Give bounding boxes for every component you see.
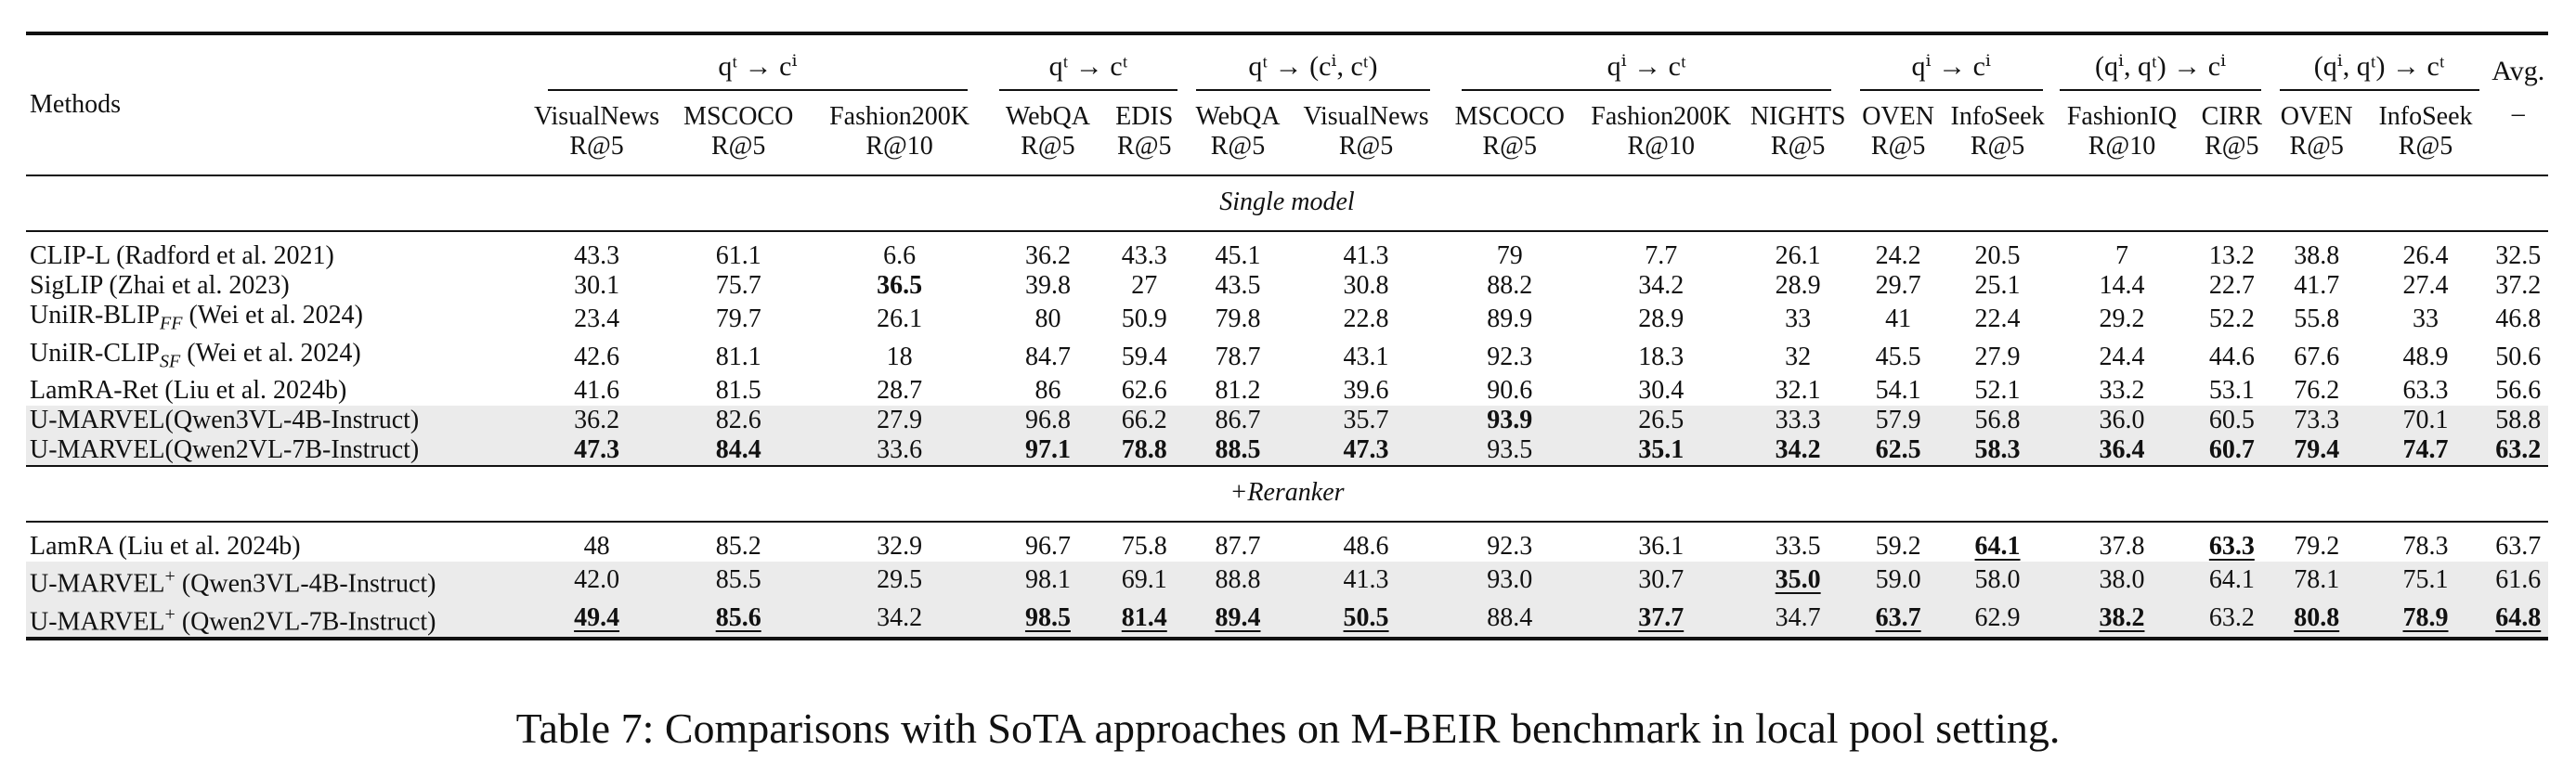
score-value: 30.1 <box>574 271 620 300</box>
dataset-name: WebQA <box>1005 102 1090 131</box>
method-cell <box>26 532 524 562</box>
header-task-group <box>1185 33 1441 95</box>
score-value: 33.5 <box>1775 532 1821 562</box>
score-value: 79.4 <box>2270 435 2363 466</box>
score-value: 81.2 <box>1215 376 1261 406</box>
header-dataset-cell <box>992 95 1103 175</box>
score-value: 26.5 <box>1578 406 1744 435</box>
score-value: 22.4 <box>1974 304 2021 334</box>
dataset-name: FashionIQ <box>2066 102 2178 131</box>
dataset-name: VisualNews <box>1303 102 1429 131</box>
score-value: 48.6 <box>1343 532 1389 562</box>
dataset-name: OVEN <box>2280 102 2353 131</box>
section-spacer <box>26 231 2548 241</box>
score-value: 39.8 <box>1024 271 1071 300</box>
score-value: 36.4 <box>2050 435 2193 466</box>
score-value: 58.3 <box>1945 435 2050 466</box>
metric-name: R@5 <box>2398 132 2453 161</box>
score-value: 98.1 <box>992 562 1103 599</box>
score-value: 58.0 <box>1945 562 2050 599</box>
header-dataset-cell <box>2193 95 2270 175</box>
task-group-label: (qⁱ, qᵗ) → cⁱ <box>2060 52 2261 91</box>
metric-name: R@5 <box>710 132 766 161</box>
score-value: 22.8 <box>1343 304 1389 334</box>
score-value: 79.7 <box>715 304 761 334</box>
score-value: 59.2 <box>1875 532 1921 562</box>
header-avg-sub: – <box>2511 99 2525 128</box>
score-value: 27.9 <box>1974 342 2021 371</box>
method-cell <box>26 406 524 435</box>
score-value: 36.5 <box>877 271 923 300</box>
score-value: 38.0 <box>2050 562 2193 599</box>
score-value: 64.1 <box>2193 562 2270 599</box>
score-value: 27.9 <box>807 406 992 435</box>
score-value: 81.4 <box>1104 600 1185 639</box>
method-citation: (Wei et al. 2024) <box>182 301 363 330</box>
score-value: 56.8 <box>1945 406 2050 435</box>
method-superscript: + <box>164 566 176 588</box>
score-value: 36.2 <box>524 406 670 435</box>
header-group-row <box>26 33 2548 95</box>
score-value: 41.3 <box>1291 562 1441 599</box>
method-cell <box>26 301 524 339</box>
score-value: 47.3 <box>524 435 670 466</box>
score-value: 78.9 <box>2363 600 2489 639</box>
score-value: 59.0 <box>1852 562 1945 599</box>
score-value: 7.7 <box>1645 241 1678 270</box>
avg-value: 61.6 <box>2488 562 2548 599</box>
table-row <box>26 339 2548 377</box>
metric-name: R@5 <box>1338 132 1394 161</box>
score-value: 63.7 <box>1852 600 1945 639</box>
score-value: 70.1 <box>2363 406 2489 435</box>
header-task-group <box>2050 33 2270 95</box>
score-value: 82.6 <box>670 406 806 435</box>
score-value: 52.2 <box>2208 304 2255 334</box>
score-value: 41.7 <box>2294 271 2340 300</box>
score-value: 30.7 <box>1578 562 1744 599</box>
method-cell <box>26 339 524 377</box>
header-dataset-cell <box>1744 95 1852 175</box>
avg-value: 50.6 <box>2495 342 2542 371</box>
method-name: U-MARVEL(Qwen2VL-7B-Instruct) <box>30 435 420 465</box>
score-value: 33 <box>1785 304 1812 334</box>
header-dataset-cell <box>1852 95 1945 175</box>
score-value: 34.2 <box>807 600 992 639</box>
table-row <box>26 376 2548 406</box>
dataset-name: CIRR <box>2201 102 2262 131</box>
score-value: 43.3 <box>1121 241 1167 270</box>
section-title-row <box>26 175 2548 231</box>
header-dataset-cell <box>2270 95 2363 175</box>
score-value: 62.9 <box>1945 600 2050 639</box>
score-value: 29.2 <box>2099 304 2145 334</box>
score-value: 33.2 <box>2099 376 2145 406</box>
score-value: 27 <box>1131 271 1158 300</box>
score-value: 60.7 <box>2193 435 2270 466</box>
score-value: 61.1 <box>715 241 761 270</box>
results-table <box>26 32 2548 640</box>
score-value: 57.9 <box>1852 406 1945 435</box>
score-value: 13.2 <box>2208 241 2255 270</box>
score-value: 43.3 <box>574 241 620 270</box>
score-value: 27.4 <box>2402 271 2449 300</box>
section-spacer <box>26 522 2548 532</box>
score-value: 63.3 <box>2208 532 2255 562</box>
header-task-group <box>1852 33 2050 95</box>
score-value: 88.5 <box>1185 435 1291 466</box>
score-value: 69.1 <box>1104 562 1185 599</box>
score-value: 85.2 <box>715 532 761 562</box>
score-value: 41.3 <box>1343 241 1389 270</box>
score-value: 86.7 <box>1185 406 1291 435</box>
dataset-name: InfoSeek <box>1950 102 2045 131</box>
score-value: 26.1 <box>877 304 923 334</box>
dataset-name: MSCOCO <box>683 102 794 131</box>
table-row <box>26 301 2548 339</box>
score-value: 93.9 <box>1441 406 1578 435</box>
score-value: 36.0 <box>2050 406 2193 435</box>
score-value: 85.6 <box>670 600 806 639</box>
table-row <box>26 600 2548 639</box>
score-value: 32.1 <box>1775 376 1821 406</box>
score-value: 28.9 <box>1775 271 1821 300</box>
score-value: 39.6 <box>1343 376 1389 406</box>
score-value: 89.4 <box>1185 600 1291 639</box>
score-value: 48.9 <box>2402 342 2449 371</box>
method-name: LamRA (Liu et al. 2024b) <box>30 532 301 562</box>
score-value: 24.2 <box>1875 241 1921 270</box>
score-value: 18 <box>886 342 913 371</box>
score-value: 84.7 <box>1024 342 1071 371</box>
score-value: 41 <box>1885 304 1912 334</box>
avg-value: 32.5 <box>2495 241 2542 270</box>
metric-name: R@5 <box>2205 132 2259 161</box>
score-value: 97.1 <box>992 435 1103 466</box>
score-value: 75.8 <box>1121 532 1167 562</box>
section-title-row <box>26 466 2548 522</box>
score-value: 96.8 <box>992 406 1103 435</box>
score-value: 35.1 <box>1578 435 1744 466</box>
score-value: 79.2 <box>2294 532 2340 562</box>
score-value: 34.7 <box>1744 600 1852 639</box>
score-value: 23.4 <box>574 304 620 334</box>
method-name: UniIR-BLIP <box>30 301 160 330</box>
score-value: 80.8 <box>2270 600 2363 639</box>
avg-value: 64.8 <box>2488 600 2548 639</box>
metric-name: R@5 <box>1970 132 2025 161</box>
score-value: 78.3 <box>2402 532 2449 562</box>
score-value: 53.1 <box>2208 376 2255 406</box>
header-dataset-cell <box>807 95 992 175</box>
score-value: 79 <box>1496 241 1523 270</box>
score-value: 80 <box>1034 304 1061 334</box>
task-group-label: qⁱ → cᵗ <box>1462 52 1831 91</box>
score-value: 55.8 <box>2294 304 2340 334</box>
dataset-name: Fashion200K <box>829 102 970 131</box>
score-value: 66.2 <box>1104 406 1185 435</box>
score-value: 20.5 <box>1974 241 2021 270</box>
metric-name: R@5 <box>1482 132 1537 161</box>
score-value: 74.7 <box>2363 435 2489 466</box>
method-name: U-MARVEL <box>30 569 165 599</box>
score-value: 36.1 <box>1638 532 1685 562</box>
avg-value: 56.6 <box>2495 376 2542 406</box>
metric-name: R@5 <box>1117 132 1172 161</box>
metric-name: R@5 <box>1870 132 1926 161</box>
score-value: 98.5 <box>992 600 1103 639</box>
score-value: 96.7 <box>1024 532 1071 562</box>
task-group-label: (qⁱ, qᵗ) → cᵗ <box>2280 52 2479 91</box>
score-value: 42.6 <box>574 342 620 371</box>
score-value: 18.3 <box>1638 342 1685 371</box>
score-value: 73.3 <box>2270 406 2363 435</box>
score-value: 33.6 <box>807 435 992 466</box>
method-citation: (Qwen3VL-4B-Instruct) <box>175 569 436 599</box>
score-value: 24.4 <box>2099 342 2145 371</box>
spacer-cell <box>26 231 2548 241</box>
header-task-group <box>1441 33 1852 95</box>
score-value: 75.7 <box>715 271 761 300</box>
score-value: 88.2 <box>1487 271 1533 300</box>
table-row <box>26 562 2548 599</box>
score-value: 92.3 <box>1487 532 1533 562</box>
score-value: 50.5 <box>1291 600 1441 639</box>
score-value: 28.7 <box>877 376 923 406</box>
score-value: 47.3 <box>1291 435 1441 466</box>
score-value: 6.6 <box>883 241 917 270</box>
score-value: 64.1 <box>1974 532 2021 562</box>
score-value: 75.1 <box>2363 562 2489 599</box>
section-title: +Reranker <box>26 466 2548 522</box>
method-name: LamRA-Ret (Liu et al. 2024b) <box>30 376 347 406</box>
task-group-label: qᵗ → cⁱ <box>548 52 968 91</box>
dataset-name: VisualNews <box>533 102 660 131</box>
score-value: 62.6 <box>1121 376 1167 406</box>
dataset-name: OVEN <box>1862 102 1934 131</box>
method-citation: (Wei et al. 2024) <box>180 338 361 368</box>
score-value: 59.4 <box>1121 342 1167 371</box>
score-value: 29.7 <box>1875 271 1921 300</box>
score-value: 48 <box>583 532 610 562</box>
score-value: 52.1 <box>1974 376 2021 406</box>
dataset-name: NIGHTS <box>1750 102 1846 131</box>
score-value: 7 <box>2114 241 2128 270</box>
score-value: 76.2 <box>2294 376 2340 406</box>
method-name: UniIR-CLIP <box>30 338 160 368</box>
avg-value: 63.2 <box>2488 435 2548 466</box>
score-value: 84.4 <box>670 435 806 466</box>
method-cell <box>26 241 524 271</box>
spacer-cell <box>26 522 2548 532</box>
table-caption: Table 7: Comparisons with SoTA approaches on M-BEIR benchmark in local pool setting. <box>515 705 2061 752</box>
score-value: 26.4 <box>2402 241 2449 270</box>
dataset-name: Fashion200K <box>1591 102 1732 131</box>
score-value: 38.2 <box>2050 600 2193 639</box>
score-value: 35.0 <box>1744 562 1852 599</box>
score-value: 81.5 <box>715 376 761 406</box>
score-value: 32 <box>1785 342 1812 371</box>
header-dataset-cell <box>1291 95 1441 175</box>
method-name: CLIP-L (Radford et al. 2021) <box>30 241 334 270</box>
metric-name: R@5 <box>2289 132 2344 161</box>
method-name: SigLIP (Zhai et al. 2023) <box>30 271 290 300</box>
metric-name: R@5 <box>1770 132 1826 161</box>
avg-value: 63.7 <box>2495 532 2542 562</box>
method-cell <box>26 600 524 639</box>
header-dataset-cell <box>524 95 670 175</box>
metric-name: R@5 <box>569 132 624 161</box>
score-value: 93.0 <box>1441 562 1578 599</box>
score-value: 29.5 <box>807 562 992 599</box>
score-value: 49.4 <box>524 600 670 639</box>
score-value: 37.7 <box>1578 600 1744 639</box>
score-value: 78.8 <box>1104 435 1185 466</box>
metric-name: R@10 <box>1627 132 1695 161</box>
avg-value: 37.2 <box>2495 271 2542 300</box>
dataset-name: WebQA <box>1195 102 1281 131</box>
table-row <box>26 435 2548 466</box>
score-value: 14.4 <box>2099 271 2145 300</box>
score-value: 87.7 <box>1215 532 1261 562</box>
score-value: 92.3 <box>1487 342 1533 371</box>
table-row <box>26 241 2548 271</box>
score-value: 85.5 <box>670 562 806 599</box>
header-avg: Avg. <box>2488 33 2548 95</box>
score-value: 54.1 <box>1875 376 1921 406</box>
score-value: 34.2 <box>1638 271 1685 300</box>
score-value: 67.6 <box>2294 342 2340 371</box>
score-value: 36.2 <box>1024 241 1071 270</box>
score-value: 45.5 <box>1875 342 1921 371</box>
score-value: 79.8 <box>1215 304 1261 334</box>
avg-value: 46.8 <box>2495 304 2542 334</box>
score-value: 60.5 <box>2193 406 2270 435</box>
score-value: 63.2 <box>2193 600 2270 639</box>
header-task-group <box>2270 33 2489 95</box>
header-dataset-cell <box>1441 95 1578 175</box>
score-value: 44.6 <box>2208 342 2255 371</box>
score-value: 78.7 <box>1215 342 1261 371</box>
method-cell <box>26 562 524 599</box>
header-task-group <box>992 33 1185 95</box>
table-row <box>26 532 2548 562</box>
metric-name: R@10 <box>2088 132 2156 161</box>
score-value: 50.9 <box>1121 304 1167 334</box>
header-dataset-cell <box>670 95 806 175</box>
task-group-label: qᵗ → (cⁱ, cᵗ) <box>1196 52 1429 91</box>
score-value: 81.1 <box>715 342 761 371</box>
score-value: 89.9 <box>1487 304 1533 334</box>
header-dataset-cell <box>2363 95 2489 175</box>
score-value: 35.7 <box>1291 406 1441 435</box>
score-value: 43.5 <box>1215 271 1261 300</box>
results-table-wrapper <box>26 32 2548 640</box>
score-value: 93.5 <box>1441 435 1578 466</box>
score-value: 26.1 <box>1775 241 1821 270</box>
method-cell <box>26 376 524 406</box>
score-value: 30.4 <box>1638 376 1685 406</box>
score-value: 88.4 <box>1441 600 1578 639</box>
score-value: 88.8 <box>1185 562 1291 599</box>
score-value: 90.6 <box>1487 376 1533 406</box>
score-value: 78.1 <box>2270 562 2363 599</box>
score-value: 28.9 <box>1638 304 1685 334</box>
dataset-name: EDIS <box>1115 102 1174 131</box>
score-value: 62.5 <box>1852 435 1945 466</box>
method-superscript: + <box>164 603 176 625</box>
header-methods: Methods <box>26 33 524 175</box>
score-value: 63.3 <box>2402 376 2449 406</box>
header-dataset-cell <box>1945 95 2050 175</box>
dataset-name: MSCOCO <box>1454 102 1565 131</box>
score-value: 37.8 <box>2099 532 2145 562</box>
header-task-group <box>524 33 993 95</box>
score-value: 86 <box>1034 376 1061 406</box>
score-value: 33 <box>2413 304 2439 334</box>
score-value: 25.1 <box>1974 271 2021 300</box>
score-value: 22.7 <box>2208 271 2255 300</box>
method-cell <box>26 435 524 466</box>
metric-name: R@5 <box>1021 132 1075 161</box>
method-subscript: FF <box>160 313 183 334</box>
method-name: U-MARVEL(Qwen3VL-4B-Instruct) <box>30 406 420 435</box>
metric-name: R@10 <box>865 132 933 161</box>
section-title: Single model <box>26 175 2548 231</box>
table-row <box>26 406 2548 435</box>
header-dataset-cell <box>2050 95 2193 175</box>
task-group-label: qⁱ → cⁱ <box>1860 52 2043 91</box>
score-value: 45.1 <box>1215 241 1261 270</box>
header-dataset-cell <box>1185 95 1291 175</box>
score-value: 41.6 <box>574 376 620 406</box>
header-dataset-cell <box>1578 95 1744 175</box>
score-value: 32.9 <box>877 532 923 562</box>
metric-name: R@5 <box>1210 132 1266 161</box>
method-citation: (Qwen2VL-7B-Instruct) <box>175 606 436 636</box>
dataset-name: InfoSeek <box>2378 102 2473 131</box>
task-group-label: qᵗ → cᵗ <box>999 52 1177 91</box>
score-value: 33.3 <box>1744 406 1852 435</box>
avg-value: 58.8 <box>2488 406 2548 435</box>
table-row <box>26 271 2548 301</box>
score-value: 38.8 <box>2294 241 2340 270</box>
score-value: 43.1 <box>1343 342 1389 371</box>
method-name: U-MARVEL <box>30 606 165 636</box>
score-value: 34.2 <box>1744 435 1852 466</box>
method-subscript: SF <box>160 351 181 372</box>
score-value: 42.0 <box>524 562 670 599</box>
header-dataset-cell <box>1104 95 1185 175</box>
method-cell <box>26 271 524 301</box>
score-value: 30.8 <box>1343 271 1389 300</box>
